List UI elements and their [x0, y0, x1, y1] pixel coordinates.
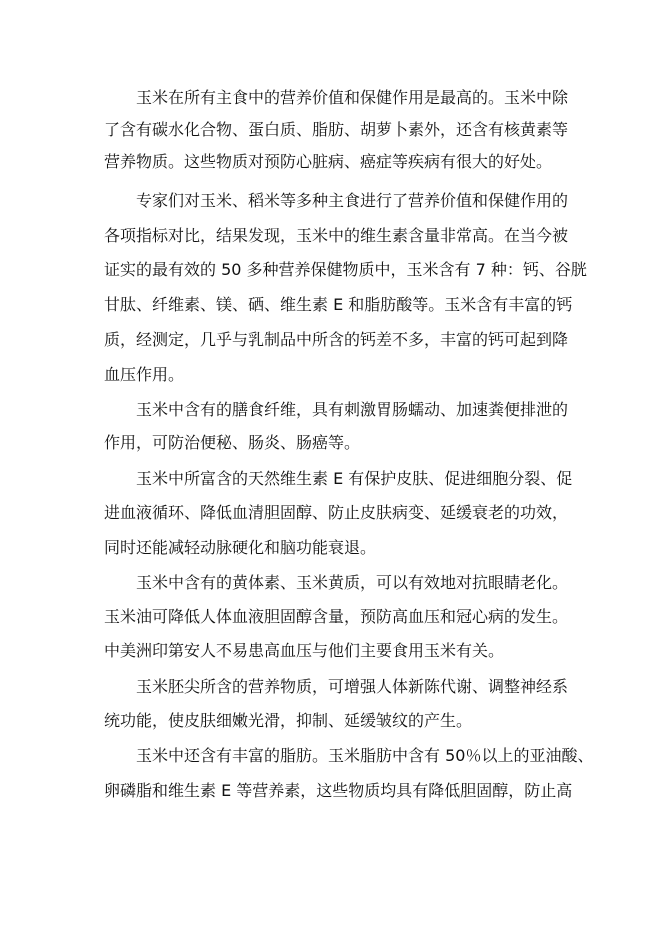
text-line: 专家们对玉米、稻米等多种主食进行了营养价值和保健作用的 — [136, 191, 569, 210]
text-line: 血压作用。 — [104, 365, 185, 384]
text-line: 质，经测定，几乎与乳制品中所含的钙差不多，丰富的钙可起到降 — [104, 330, 569, 349]
text-line: 玉米中所富含的天然维生素 E 有保护皮肤、促进细胞分裂、促 — [136, 469, 573, 488]
text-line: 同时还能减轻动脉硬化和脑功能衰退。 — [104, 538, 377, 557]
text-line: 玉米中含有的膳食纤维，具有刺激胃肠蠕动、加速粪便排泄的 — [136, 400, 569, 419]
text-line: 营养物质。这些物质对预防心脏病、癌症等疾病有很大的好处。 — [104, 152, 553, 171]
text-line: 玉米胚尖所含的营养物质，可增强人体新陈代谢、调整神经系 — [136, 677, 569, 696]
text-line: 作用，可防治便秘、肠炎、肠癌等。 — [104, 433, 361, 452]
text-line: 玉米中含有的黄体素、玉米黄质，可以有效地对抗眼睛老化。 — [136, 573, 569, 592]
text-line: 各项指标对比，结果发现，玉米中的维生素含量非常高。在当今被 — [104, 226, 569, 245]
text-line: 证实的最有效的 50 多种营养保健物质中，玉米含有 7 种：钙、谷胱 — [104, 260, 587, 279]
text-line: 玉米油可降低人体血液胆固醇含量，预防高血压和冠心病的发生。 — [104, 607, 569, 626]
text-line: 玉米中还含有丰富的脂肪。玉米脂肪中含有 50％以上的亚油酸、 — [136, 746, 594, 765]
text-line: 统功能，使皮肤细嫩光滑，抑制、延缓皱纹的产生。 — [104, 711, 473, 730]
text-line: 中美洲印第安人不易患高血压与他们主要食用玉米有关。 — [104, 641, 505, 660]
text-line: 玉米在所有主食中的营养价值和保健作用是最高的。玉米中除 — [136, 88, 569, 107]
text-line: 进血液循环、降低血清胆固醇、防止皮肤病变、延缓衰老的功效， — [104, 503, 569, 522]
text-line: 甘肽、纤维素、镁、硒、维生素 E 和脂肪酸等。玉米含有丰富的钙 — [104, 295, 573, 314]
text-line: 了含有碳水化合物、蛋白质、脂肪、胡萝卜素外，还含有核黄素等 — [104, 120, 569, 139]
text-line: 卵磷脂和维生素 E 等营养素，这些物质均具有降低胆固醇，防止高 — [104, 781, 573, 800]
